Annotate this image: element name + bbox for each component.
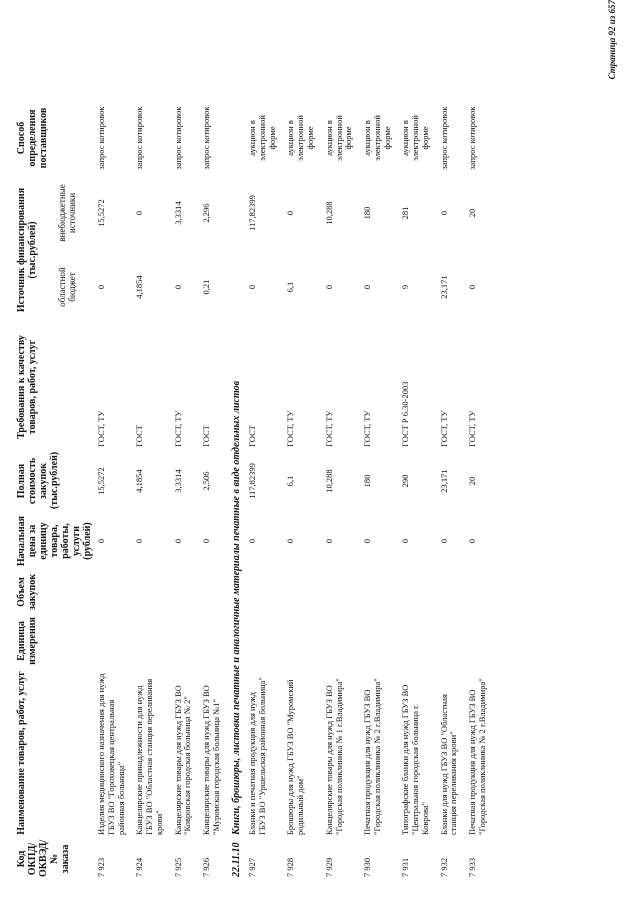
row-unit (199, 614, 228, 668)
row-code: 7 923 (96, 857, 106, 877)
row-method: запрос котировок (467, 106, 478, 170)
header-funding: Источник финансирования (тыс.рублей) (16, 187, 38, 313)
row-requirements: ГОСТ, ТУ (96, 410, 106, 447)
row-price: 0 (438, 538, 449, 544)
row-volume (245, 570, 283, 614)
row-method: аукцион в электронной форме (285, 115, 315, 161)
row-unit (465, 614, 494, 668)
row-funding-regional: 0 (323, 284, 334, 290)
row-total: 20 (467, 476, 478, 486)
row-funding-extra: 281 (400, 206, 411, 220)
row-requirements: ГОСТ, ТУ (172, 410, 183, 447)
row-name: Канцелярские товары для нужд ГБУЗ ВО "Муромская городская больница №1" (201, 685, 221, 835)
table-row (283, 0, 321, 880)
header-row (15, 0, 56, 880)
row-name: Типографские бланки для нужд ГБУЗ ВО "Центральная городская больница г. Коврова" (400, 684, 430, 835)
table-row (171, 0, 200, 880)
row-total: 117,82399 (247, 463, 258, 499)
row-unit (245, 614, 283, 668)
row-funding-regional: 9 (400, 284, 411, 290)
table-row (398, 0, 436, 880)
row-funding-extra: 2,296 (201, 203, 212, 223)
row-name: Канцелярские принадлежности для нужд ГБУЗ ВО "Областная станция переливания крови" (134, 678, 164, 835)
table-row (360, 0, 398, 880)
row-requirements: ГОСТ, ТУ (438, 410, 449, 447)
row-price: 0 (201, 538, 212, 544)
row-total: 15,5272 (96, 467, 106, 495)
row-name: Канцелярские товары для нужд ГБУЗ ВО "Ковровская городская больница № 2" (172, 685, 193, 835)
row-unit (171, 614, 200, 668)
table-row (322, 0, 360, 880)
row-funding-regional: 0 (467, 284, 478, 290)
row-unit (132, 614, 170, 668)
row-code: 7 925 (172, 857, 183, 877)
row-code: 7 924 (134, 857, 145, 877)
table-row (94, 0, 132, 880)
row-funding-extra: 3,3314 (172, 201, 183, 225)
row-method: запрос котировок (438, 106, 449, 170)
row-funding-regional: 0 (172, 284, 183, 290)
row-price: 0 (96, 538, 106, 544)
header-price: Начальная цена за единицу товара, работы, услуги (рублей) (16, 515, 93, 567)
row-method: аукцион в электронной форме (400, 115, 430, 161)
row-code: 7 927 (247, 857, 258, 877)
row-funding-regional: 23,171 (438, 275, 449, 299)
row-name: Брошюры для нужд ГБУЗ ВО "Муромский родильный дом" (285, 679, 306, 835)
row-funding-extra: 0 (285, 210, 296, 216)
row-name: Канцелярские товары для нужд ГБУЗ ВО "Городская поликлиника № 1 г.Владимира" (323, 678, 344, 835)
table-row (465, 0, 494, 880)
row-funding-extra: 0 (438, 210, 449, 216)
row-funding-regional: 0 (247, 284, 258, 290)
row-method: запрос котировок (172, 106, 183, 170)
row-method: запрос котировок (201, 106, 212, 170)
row-funding-regional: 0 (362, 284, 373, 290)
row-price: 0 (362, 538, 373, 544)
header-method: Способ определения поставщиков (16, 107, 49, 169)
row-funding-regional: 6,1 (285, 281, 296, 293)
row-total: 10,288 (323, 469, 334, 493)
row-requirements: ГОСТ, ТУ (285, 410, 296, 447)
row-price: 0 (134, 538, 145, 544)
row-funding-regional: 0,21 (201, 279, 212, 295)
row-total: 290 (400, 474, 411, 488)
row-price: 0 (323, 538, 334, 544)
row-code: 7 932 (438, 857, 449, 877)
row-total: 4,1854 (134, 469, 145, 493)
row-requirements: ГОСТ (201, 425, 212, 447)
header-code: Код ОКПД/ ОКВЭД/ № заказа (16, 839, 71, 877)
section-row (228, 0, 246, 880)
row-name: Печатная продукция для нужд ГБУЗ ВО "Городская поликлиника № 2 г.Владимира" (467, 678, 487, 835)
table-row (132, 0, 170, 880)
section-code: 22.11.10 (230, 842, 242, 877)
row-price: 0 (172, 538, 183, 544)
row-volume (171, 570, 200, 614)
row-requirements: ГОСТ (247, 425, 258, 447)
row-funding-extra: 10,288 (323, 201, 334, 225)
row-volume (199, 570, 228, 614)
row-funding-extra: 180 (362, 206, 373, 220)
row-volume (437, 570, 466, 614)
procurement-table (15, 0, 494, 880)
header-volume: Объем закупок (16, 573, 38, 611)
row-unit (360, 614, 398, 668)
row-code: 7 929 (323, 857, 334, 877)
row-method: запрос котировок (134, 106, 145, 170)
row-funding-extra: 0 (134, 210, 145, 216)
row-volume (465, 570, 494, 614)
row-price: 0 (400, 538, 411, 544)
row-funding-regional: 4,1854 (134, 275, 145, 299)
row-requirements: ГОСТ (134, 425, 145, 447)
row-name: Печатная продукция для нужд ГБУЗ ВО "Городская поликлиника № 2 г.Владимира" (362, 678, 382, 835)
row-method: аукцион в электронной форме (323, 115, 354, 161)
row-total: 23,171 (438, 469, 449, 493)
row-volume (283, 570, 321, 614)
row-unit (94, 614, 132, 668)
row-requirements: ГОСТ, ТУ (323, 410, 334, 447)
row-method: запрос котировок (96, 106, 106, 170)
row-volume (94, 570, 132, 614)
rotated-sheet (15, 0, 625, 880)
row-requirements: ГОСТ Р 6.30-2003 (400, 381, 411, 447)
page-number: Страница 92 из 657 (607, 0, 617, 80)
header-name: Наименование товаров, работ, услуг (16, 671, 27, 835)
row-total: 6,1 (285, 475, 296, 487)
row-code: 7 933 (467, 857, 478, 877)
row-price: 0 (467, 538, 478, 544)
row-total: 180 (362, 474, 373, 488)
row-total: 2,506 (201, 471, 212, 491)
header-funding-extra: внебюджетные источники (56, 184, 77, 242)
row-funding-extra: 20 (467, 208, 478, 218)
row-funding-extra: 117,82399 (247, 195, 258, 231)
row-name: Бланки и печатная продукция для нужд ГБУЗ ВО "Уршельская районная больница" (247, 677, 267, 835)
row-code: 7 931 (400, 857, 411, 877)
row-unit (283, 614, 321, 668)
row-volume (398, 570, 436, 614)
row-requirements: ГОСТ, ТУ (362, 410, 373, 447)
header-unit: Единица измерения (16, 617, 38, 665)
row-unit (398, 614, 436, 668)
row-volume (132, 570, 170, 614)
row-code: 7 930 (362, 857, 373, 877)
row-volume (322, 570, 360, 614)
row-funding-regional: 0 (96, 284, 106, 290)
row-requirements: ГОСТ, ТУ (467, 410, 478, 447)
row-unit (322, 614, 360, 668)
table-row (199, 0, 228, 880)
row-code: 7 928 (285, 857, 296, 877)
row-name: Бланки для нужд ГБУЗ ВО "Областная станция переливания крови" (438, 694, 459, 835)
row-method: аукцион в электронной форме (362, 115, 392, 161)
row-code: 7 926 (201, 857, 212, 877)
header-requirements: Требования к качеству товаров, работ, услуг (16, 335, 38, 439)
table-row (437, 0, 466, 880)
row-funding-extra: 15,5272 (96, 199, 106, 227)
row-price: 0 (285, 538, 296, 544)
header-total: Полная стоимость закупок (тыс.рублей) (16, 451, 60, 509)
row-total: 3,3314 (172, 469, 183, 493)
row-volume (360, 570, 398, 614)
table-row (245, 0, 283, 880)
row-price: 0 (247, 538, 258, 544)
row-unit (437, 614, 466, 668)
row-method: аукцион в электронной форме (247, 115, 277, 161)
section-title: Книги, брошюры, листовки печатные и аналогичные материалы печатные в виде отдельных листов (230, 380, 242, 835)
row-name: Изделия медицинского назначения для нужд ГБУЗ ВО "Гороховецкая центральная районная больница" (96, 673, 126, 835)
table-body (94, 0, 494, 880)
header-funding-regional: областной бюджет (56, 267, 77, 307)
